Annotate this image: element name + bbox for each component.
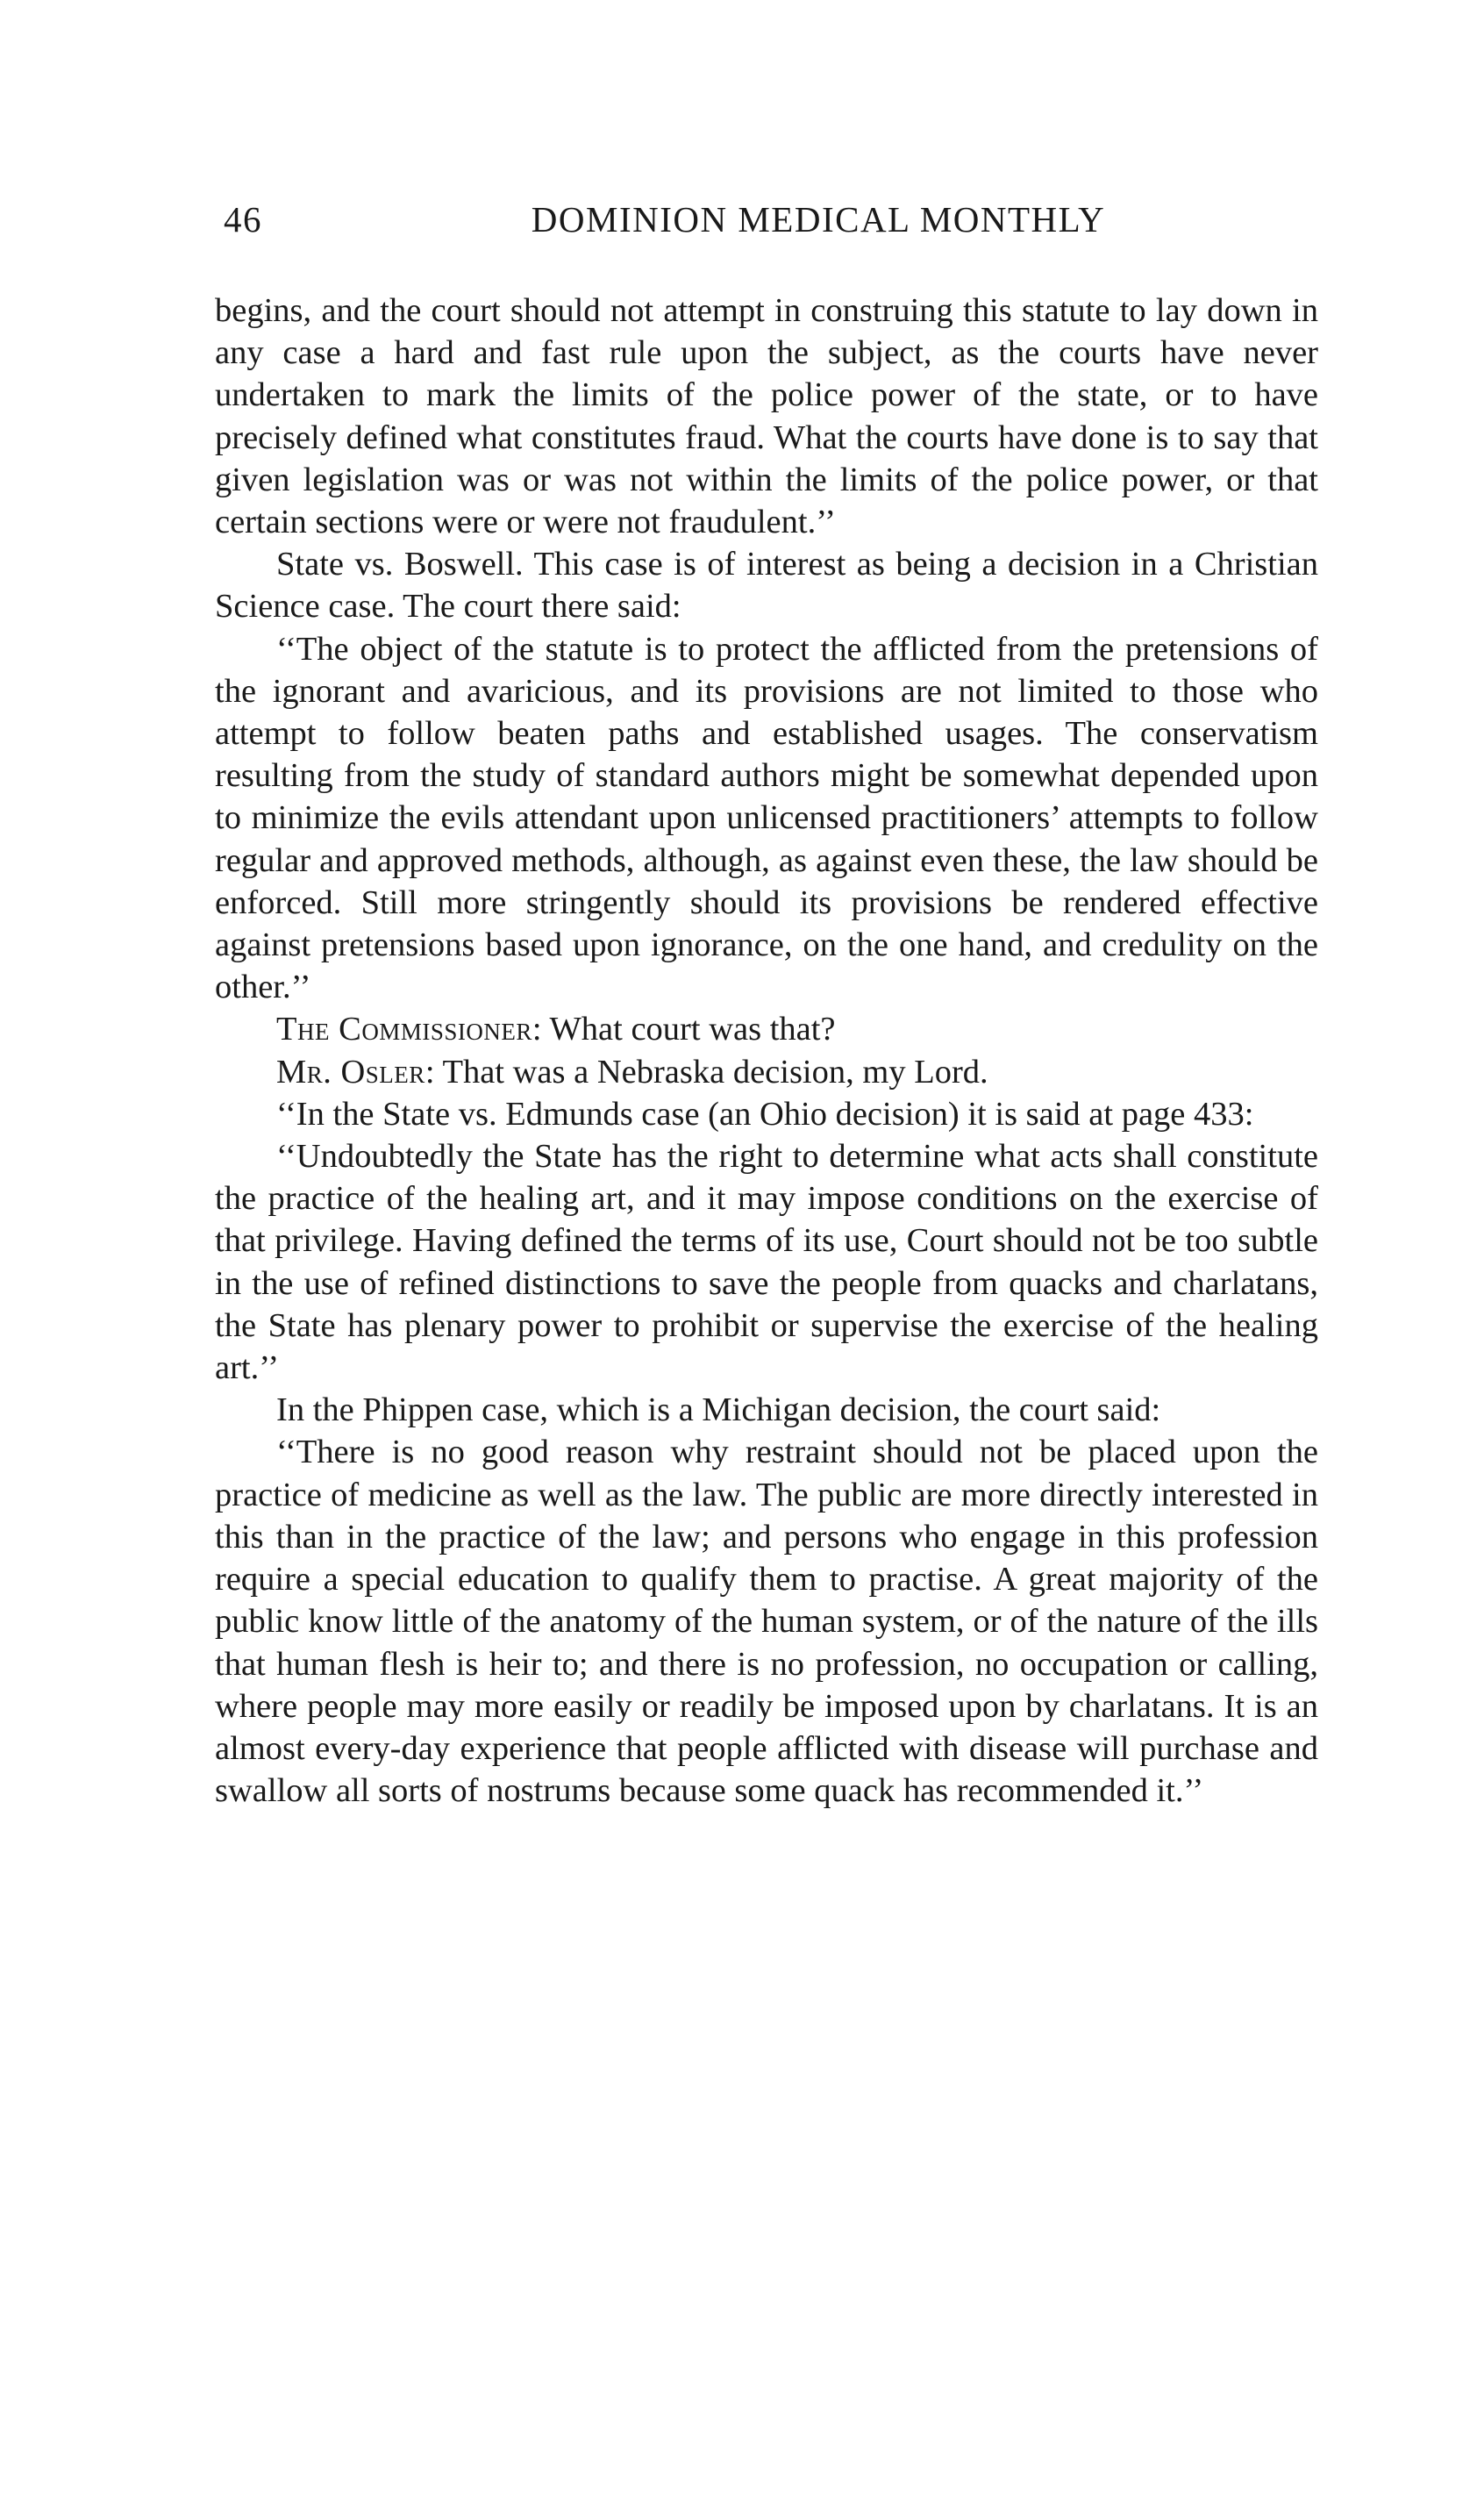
paragraph-phippen-case: In the Phippen case, which is a Michigan decision, the court said: bbox=[276, 1391, 1161, 1429]
quote-phippen-decision: ‘‘There is no good reason why restraint should not be placed upon the practice of medicine as well as the law. The public are more directly interested in this than in the practice of the law; and persons who engage in this profession require a special education to qualify them to practise. A great majority of the public know little of the anatomy of the human system, or of the nature of the ills that human flesh is heir to; and there is no profession, no occupation or calling, where people may more easily or readily be imposed upon by charlatans. It is an almost every-day experience that people afflicted with disease will purchase and swallow all sorts of nostrums because some quack has recommended it.’’ bbox=[215, 1434, 1318, 1810]
paragraph-state-vs-edmunds: ‘‘In the State vs. Edmunds case (an Ohio decision) it is said at page 433: bbox=[276, 1095, 1254, 1133]
dialogue-text: : What court was that? bbox=[532, 1011, 836, 1048]
page-number: 46 bbox=[224, 199, 262, 240]
paragraph-state-vs-boswell: State vs. Boswell. This case is of interest as being a decision in a Christian Science case. The court there said: bbox=[215, 546, 1318, 626]
dialogue-text: : That was a Nebraska decision, my Lord. bbox=[425, 1053, 988, 1091]
quote-edmunds-decision: ‘‘Undoubtedly the State has the right to determine what acts shall constitute the practice of the healing art, and it may impose conditions on the exercise of that privilege. Having defined the terms of its use, Court should not be too subtle in the use of refined distinctions to save the people from quacks and charlatans, the State has plenary power to prohibit or supervise the exercise of the healing art.’’ bbox=[215, 1138, 1318, 1387]
quote-boswell-decision: ‘‘The object of the statute is to protect the afflicted from the pretensions of the ignorant and avaricious, and its provisions are not limited to those who attempt to follow beaten paths and established usages. The conservatism resulting from the study of standard authors might be somewhat depended upon to minimize the evils attendant upon unlicensed practitioners’ attempts to follow regular and approved methods, although, as against even these, the law should be enforced. Still more stringently should its provisions be rendered effective against pretensions based upon ignorance, on the one hand, and credulity on the other.’’ bbox=[215, 630, 1318, 1006]
journal-title: DOMINION MEDICAL MONTHLY bbox=[531, 199, 1106, 240]
speaker-name: Mr. Osler bbox=[276, 1053, 425, 1091]
paragraph-continuation: begins, and the court should not attempt in construing this statute to lay down in any case a hard and fast rule upon the subject, as the courts have never undertaken to mark the limits of the police power of the state, or to have precisely defined what constitutes fraud. What the courts have done is to say that given legislation was or was not within the limits of the police power, or that certain sections were or were not fraudulent.’’ bbox=[215, 292, 1318, 541]
body-text bbox=[215, 290, 1318, 1812]
dialogue-osler bbox=[215, 1051, 1318, 1093]
speaker-name: The Commissioner bbox=[276, 1011, 532, 1048]
running-head bbox=[224, 195, 1324, 244]
dialogue-commissioner bbox=[215, 1008, 1318, 1050]
